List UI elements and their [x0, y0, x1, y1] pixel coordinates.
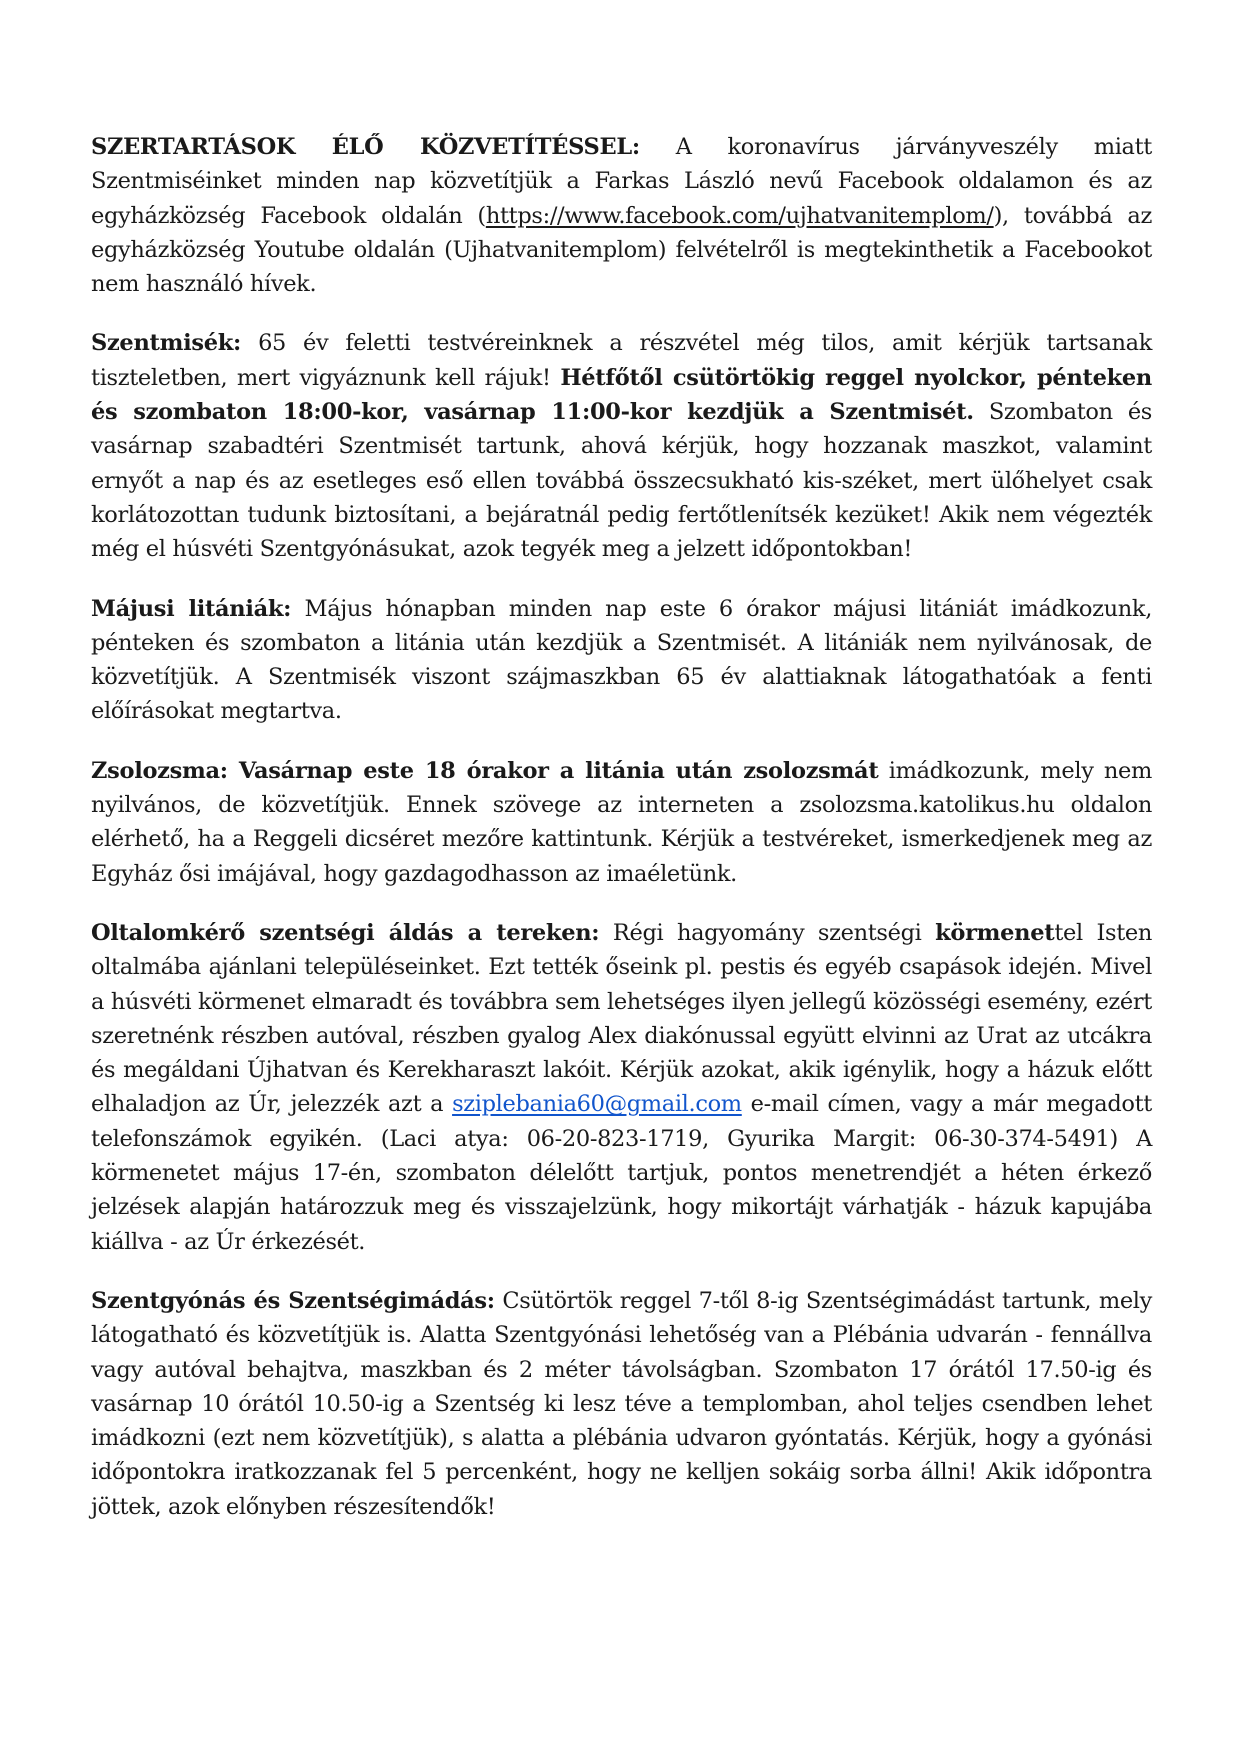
section-heading: Májusi litániák: — [91, 595, 292, 622]
procession-word: körmenet — [935, 919, 1055, 946]
section-text: Május hónapban minden nap este 6 órakor májusi litániát imádkozunk, pénteken és szombaton a litánia után kezdjük a Szentmisét. A litániák nem nyilvánosak, de közvetítjük. A Szentmisék viszont szájmaszkban 65 év alattiaknak látogathatóak a fenti előírásokat megtartva. — [91, 595, 1153, 725]
section-text: Szombaton és vasárnap szabadtéri Szentmisét tartunk, ahová kérjük, hogy hozzanak maszkot, valamint ernyőt a nap és az esetleges eső ellen továbbá összecsukható kis-széket, mert ülőhelyet csak korlátozottan tudunk biztosítani, a bejáratnál pedig fertőtlenítsék kezüket! Akik nem végezték még el húsvéti Szentgyónásukat, azok tegyék meg a jelzett időpontokban! — [91, 399, 1152, 563]
section-text: Régi hagyomány szentségi — [599, 919, 936, 946]
section-text: e-mail címen, vagy a már megadott telefonszámok egyikén. (Laci atya: 06-20-823-1719, Gyurika Margit: 06-30-374-5491) A körmenetet május 17-én, szombaton délelőtt tartjuk, pontos menetrendjét a héten érkező jelzések alapján határozzuk meg és visszajelzünk, hogy mikortájt várhatják - házuk kapujába kiállva - az Úr érkezését. — [91, 1091, 1152, 1255]
section-live-broadcast — [91, 130, 1152, 301]
section-heading: Szentgyónás és Szentségimádás: — [91, 1287, 495, 1314]
section-heading: Szentmisék: — [91, 330, 242, 357]
section-liturgy-of-hours — [91, 754, 1152, 891]
section-masses — [91, 326, 1152, 566]
section-heading: Oltalomkérő szentségi áldás a tereken: — [91, 919, 600, 946]
section-blessing-procession — [91, 916, 1152, 1259]
section-text: ), továbbá az egyházközség Youtube oldalán (Ujhatvanitemplom) felvételről is megtekinthetik a Facebookot nem használó hívek. — [91, 202, 1152, 298]
section-confession-adoration — [91, 1284, 1152, 1524]
facebook-link[interactable]: https://www.facebook.com/ujhatvanitemplom/ — [485, 202, 994, 229]
mass-schedule: Hétfőtől csütörtökig reggel nyolckor, pénteken és szombaton 18:00-kor, vasárnap 11:00-kor kezdjük a Szentmisét. — [91, 364, 1152, 426]
section-text: A koronavírus járványveszély miatt Szentmiséinket minden nap közvetítjük a Farkas László nevű Facebook oldalamon és az egyházközség Facebook oldalán ( — [91, 134, 1152, 229]
section-text: 65 év feletti testvéreinknek a részvétel még tilos, amit kérjük tartsanak tiszteletben, mert vigyáznunk kell rájuk! — [91, 330, 1152, 391]
section-may-litanies — [91, 592, 1152, 729]
section-text: tel Isten oltalmába ajánlani településeinket. Ezt tették őseink pl. pestis és egyéb csapások idején. Mivel a húsvéti körmenet elmaradt és továbbra sem lehetséges ilyen jellegű közösségi esemény, ezért szeretnénk részben autóval, részben gyalog Alex diakónussal együtt elvinni az Urat az utcákra és megáldani Újhatvan és Kerekharaszt lakóit. Kérjük azokat, akik igénylik, hogy a házuk előtt elhaladjon az Úr, jelezzék azt a — [91, 919, 1152, 1118]
section-heading: Zsolozsma: Vasárnap este 18 órakor a litánia után zsolozsmát — [91, 757, 879, 784]
document-page — [91, 130, 1152, 1549]
section-text: Csütörtök reggel 7-től 8-ig Szentségimádást tartunk, mely látogatható és közvetítjük is. Alatta Szentgyónási lehetőség van a Plébánia udvarán - fennállva vagy autóval behajtva, maszkban és 2 méter távolságban. Szombaton 17 órától 17.50-ig és vasárnap 10 órától 10.50-ig a Szentség ki lesz téve a templomban, ahol teljes csendben lehet imádkozni (ezt nem közvetítjük), s alatta a plébánia udvaron gyóntatás. Kérjük, hogy a gyónási időpontokra iratkozzanak fel 5 percenként, hogy ne kelljen sokáig sorba állni! Akik időpontra jöttek, azok előnyben részesítendők! — [91, 1287, 1152, 1520]
email-link[interactable]: sziplebania60@gmail.com — [452, 1091, 742, 1118]
section-heading: SZERTARTÁSOK ÉLŐ KÖZVETÍTÉSSEL: — [91, 134, 640, 160]
section-text: imádkozunk, mely nem nyilvános, de közvetítjük. Ennek szövege az interneten a zsolozsma.katolikus.hu oldalon elérhető, ha a Reggeli dicséret mezőre kattintunk. Kérjük a testvéreket, ismerkedjenek meg az Egyház ősi imájával, hogy gazdagodhasson az imaéletünk. — [91, 757, 1153, 887]
